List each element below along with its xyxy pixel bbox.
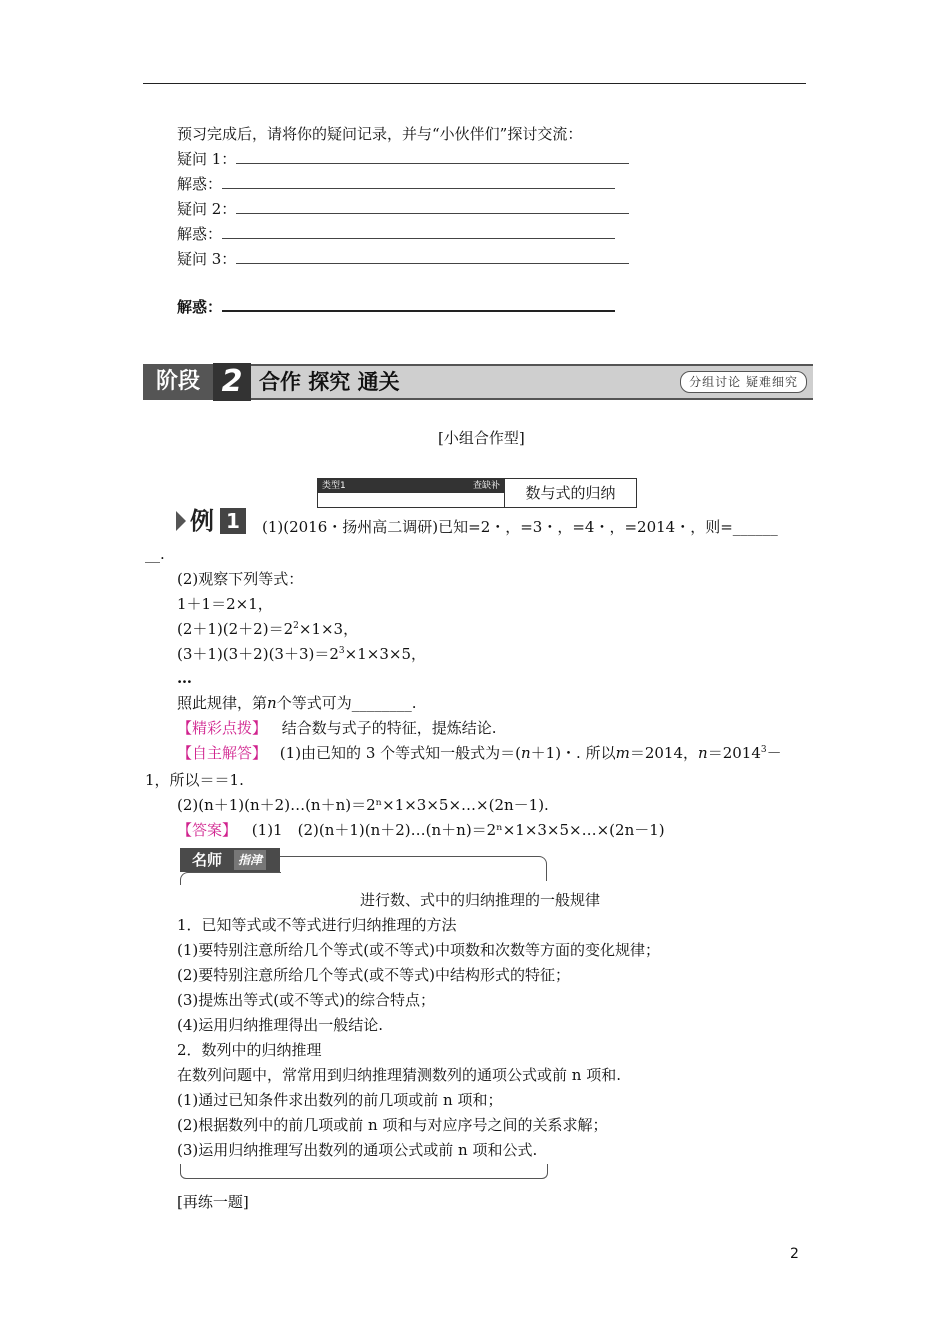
stage-banner	[143, 364, 813, 400]
solution-line-1	[177, 743, 782, 763]
solution-line-3: (2)(n＋1)(n＋2)…(n＋n)＝2ⁿ×1×3×5×…×(2n－1).	[177, 796, 549, 814]
master-section-2-item-2: (2)根据数列中的前几项或前 n 项和与对应序号之间的关系求解；	[177, 1116, 608, 1134]
question-2-blank[interactable]	[236, 199, 629, 214]
equation-3-exponent: 3	[338, 646, 345, 656]
solution-line-1-exponent: 3	[760, 745, 767, 755]
example-label: 例	[190, 507, 214, 535]
answer-3-blank[interactable]	[222, 296, 615, 312]
example-number: 1	[220, 508, 246, 534]
solution-line-1-a: (1)由已知的 3 个等式知一般式为＝(	[279, 744, 521, 762]
page-number: 2	[790, 1246, 799, 1262]
solution-line-2: 1，所以＝＝1.	[145, 771, 244, 789]
equation-2-base: (2＋1)(2＋2)＝2	[177, 620, 294, 638]
solution-line-1-n: n	[520, 744, 531, 762]
answer-2-blank[interactable]	[222, 224, 615, 239]
type-box-dark-strip	[318, 479, 504, 493]
master-section-2: 2．数列中的归纳推理	[177, 1041, 322, 1059]
type-box	[317, 478, 637, 508]
stage-badge: 分组讨论 疑难细究	[680, 371, 807, 393]
type-box-right-label: 查缺补	[472, 481, 500, 491]
master-section-1-item-3: (3)提炼出等式(或不等式)的综合特点；	[177, 991, 435, 1009]
answer-tag: 【答案】	[177, 821, 238, 839]
answer-row	[177, 820, 665, 840]
rule-question	[177, 693, 416, 713]
master-tab	[180, 848, 280, 872]
example-part2-intro: (2)观察下列等式：	[177, 570, 304, 588]
solution-line-1-d: ＝2014	[707, 744, 761, 762]
answer-3-label: 解惑：	[177, 298, 223, 316]
master-section-2-intro: 在数列问题中，常常用到归纳推理猜测数列的通项公式或前 n 项和.	[177, 1066, 621, 1084]
question-1-blank[interactable]	[236, 149, 629, 164]
example-part1-line2: __.	[145, 545, 165, 563]
master-tab-label: 名师	[192, 851, 223, 869]
hint-row	[177, 718, 497, 738]
stage-title: 合作 探究 通关	[259, 370, 400, 394]
example-badge	[170, 506, 246, 536]
top-rule	[143, 83, 806, 84]
master-section-1-item-1: (1)要特别注意所给几个等式(或不等式)中项数和次数等方面的变化规律；	[177, 941, 660, 959]
hint-text: 结合数与式子的特征，提炼结论.	[281, 719, 497, 737]
solution-line-1-e: －	[766, 744, 782, 762]
master-frame-left	[180, 872, 281, 885]
question-3-label: 疑问 3：	[177, 250, 237, 268]
master-frame-bottom	[180, 1164, 548, 1179]
answer-2-row	[177, 224, 615, 244]
group-type-heading: [小组合作型]	[438, 429, 525, 447]
master-heading: 进行数、式中的归纳推理的一般规律	[360, 891, 601, 909]
solution-line-1-b: ＋1)・. 所以	[530, 744, 616, 762]
equation-1: 1＋1＝2×1，	[177, 595, 273, 613]
master-section-1-item-4: (4)运用归纳推理得出一般结论.	[177, 1016, 384, 1034]
question-1-row	[177, 149, 629, 169]
retry-heading: [再练一题]	[177, 1193, 249, 1211]
equation-3	[177, 644, 426, 664]
arrow-right-icon	[176, 511, 186, 531]
master-section-2-item-3: (3)运用归纳推理写出数列的通项公式或前 n 项和公式.	[177, 1141, 538, 1159]
rule-question-pre: 照此规律，第	[177, 694, 268, 712]
question-2-row	[177, 199, 629, 219]
equation-2-exponent: 2	[293, 621, 299, 631]
stage-tab: 阶段	[143, 366, 213, 398]
master-frame-top	[280, 856, 547, 881]
rule-question-n: n	[267, 694, 277, 712]
answer-3-row	[177, 296, 615, 317]
answer-1-blank[interactable]	[222, 174, 615, 189]
stage-number: 2	[213, 363, 251, 401]
example-part1-line1: (1)(2016・扬州高二调研)已知=2・，=3・，=4・，=2014・，则=______	[262, 518, 778, 536]
equation-3-rest: ×1×3×5，	[344, 645, 426, 663]
answer-2-label: 解惑：	[177, 225, 223, 243]
answer-text: (1)1 (2)(n＋1)(n＋2)…(n＋n)＝2ⁿ×1×3×5×…×(2n－1)	[251, 821, 665, 839]
master-tab-sublabel: 指津	[234, 850, 266, 870]
equation-2	[177, 619, 358, 639]
type-box-title: 数与式的归纳	[525, 484, 616, 502]
rule-question-post: 个等式可为________.	[276, 694, 417, 712]
equation-3-base: (3＋1)(3＋2)(3＋3)＝2	[177, 645, 339, 663]
equation-2-rest: ×1×3，	[298, 620, 359, 638]
type-box-left-label: 类型1	[322, 481, 346, 491]
solution-line-1-m: m	[615, 744, 630, 762]
solution-line-1-c: ＝2014，	[629, 744, 699, 762]
master-section-2-item-1: (1)通过已知条件求出数列的前几项或前 n 项和；	[177, 1091, 503, 1109]
solution-tag: 【自主解答】	[177, 744, 268, 762]
master-section-1: 1．已知等式或不等式进行归纳推理的方法	[177, 916, 457, 934]
question-1-label: 疑问 1：	[177, 150, 237, 168]
master-section-1-item-2: (2)要特别注意所给几个等式(或不等式)中结构形式的特征；	[177, 966, 570, 984]
preview-intro: 预习完成后，请将你的疑问记录，并与“小伙伴们”探讨交流：	[177, 125, 583, 143]
question-3-row	[177, 249, 629, 269]
answer-1-row	[177, 174, 615, 194]
solution-line-1-n2: n	[698, 744, 708, 762]
question-2-label: 疑问 2：	[177, 200, 237, 218]
hint-tag: 【精彩点拨】	[177, 719, 268, 737]
answer-1-label: 解惑：	[177, 175, 223, 193]
ellipsis: …	[177, 669, 192, 687]
question-3-blank[interactable]	[236, 249, 629, 264]
